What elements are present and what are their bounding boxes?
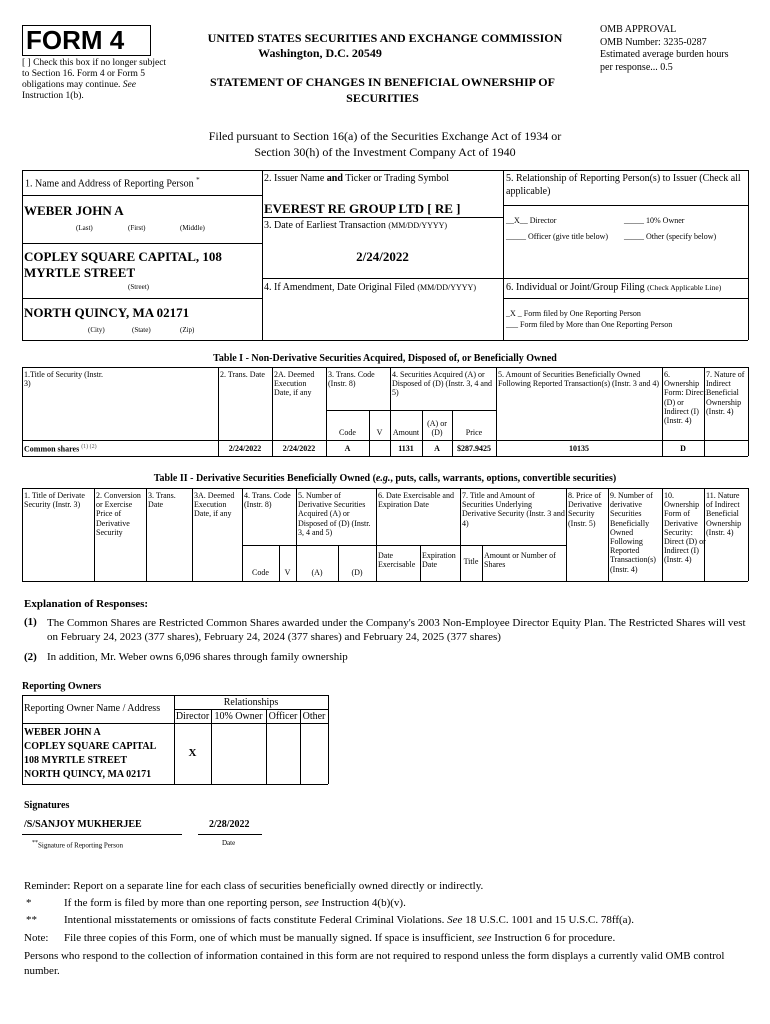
signature-label [32, 840, 123, 849]
owners-row-line3: 108 MYRTLE STREET [24, 755, 128, 766]
table1-title: Table I - Non-Derivative Securities Acquired, Disposed of, or Beneficially Owned [213, 353, 557, 364]
omb-approval: OMB APPROVAL [600, 24, 677, 35]
explanation-1-num: (1) [24, 616, 37, 628]
t1-row-title [24, 444, 97, 454]
check-box-instr: Instruction 1(b). [22, 90, 84, 101]
owners-row-name [24, 726, 156, 782]
t1-row-amount: 1131 [398, 444, 414, 453]
box2-label-a: 2. Issuer Name [264, 173, 325, 184]
box2-label [264, 173, 449, 184]
footer-star-see: see [304, 897, 319, 909]
box6-label-small: (Check Applicable Line) [647, 283, 722, 292]
address-line-2: MYRTLE STREET [24, 265, 136, 280]
footer-note-see: see [477, 932, 492, 944]
t2-h-deemed-date: 3A. Deemed Execution Date, if any [194, 491, 235, 519]
box5-label: 5. Relationship of Reporting Person(s) to Issuer (Check all applicable) [506, 173, 741, 197]
footer-dstar-see: See [447, 914, 463, 926]
t2-sub-amount: Amount or Number of Shares [484, 551, 556, 570]
explanation-heading: Explanation of Responses: [24, 598, 149, 610]
footer-persons: Persons who respond to the collection of information contained in this form are not required to respond unless the form displays a currently valid OMB control number. [24, 950, 725, 977]
signature-date-label: Date [222, 839, 236, 847]
relationship-ten-pct-owner[interactable]: _____ 10% Owner [624, 216, 685, 225]
t2-sub-expiration: Expiration Date [422, 551, 456, 570]
explanation-2-num: (2) [24, 651, 37, 663]
t2-sub-date-exercisable: Date Exercisable [378, 551, 416, 570]
relationship-director[interactable]: __X__ Director [506, 216, 557, 225]
t1-h-title: 1.Title of Security (Instr. 3) [24, 370, 104, 389]
t1-row-trans-date: 2/24/2022 [228, 444, 262, 453]
t1-row-deemed-date: 2/24/2022 [282, 444, 316, 453]
t1-h-securities: 4. Securities Acquired (A) or Disposed of (D) (Instr. 3, 4 and 5) [392, 370, 492, 398]
footer-reminder: Reminder: Report on a separate line for each class of securities beneficially owned directly or indirectly. [24, 880, 484, 892]
t2-h-conversion: 2. Conversion or Exercise Price of Derivative Security [96, 491, 141, 537]
filing-more-persons[interactable]: ___ Form filed by More than One Reporting Person [506, 320, 673, 329]
t2-h-price: 8. Price of Derivative Security (Instr. 5) [568, 491, 602, 528]
issuer-name: EVEREST RE GROUP LTD [ RE ] [264, 201, 461, 216]
t1-h-trans-code: 3. Trans. Code (Instr. 8) [328, 370, 375, 389]
box2-label-and: and [326, 173, 343, 184]
signature-name: /S/SANJOY MUKHERJEE [24, 819, 142, 830]
footer-dstar-text [64, 914, 634, 926]
owners-row-line1: WEBER JOHN A [24, 727, 101, 738]
omb-box [600, 24, 760, 74]
footer-note-text [64, 932, 615, 944]
owners-col-name: Reporting Owner Name / Address [24, 703, 161, 714]
table2-title [22, 473, 748, 484]
owners-row-director: X [188, 747, 197, 759]
relationship-other[interactable]: _____ Other (specify below) [624, 232, 717, 241]
t2-h-trans-code: 4. Trans. Code (Instr. 8) [244, 491, 291, 510]
t1-h-ownership-form: 6. Ownership Form: Direct (D) or Indirect (I) (Instr. 4) [664, 370, 706, 425]
omb-number: OMB Number: 3235-0287 [600, 36, 707, 48]
t1-sub-v: V [376, 428, 383, 437]
t2-h-nature: 11. Nature of Indirect Beneficial Ownership (Instr. 4) [706, 491, 742, 537]
owners-row-line4: NORTH QUINCY, MA 02171 [24, 769, 152, 780]
agency-title: UNITED STATES SECURITIES AND EXCHANGE COMMISSION [207, 31, 563, 45]
owners-heading: Reporting Owners [22, 681, 102, 692]
t1-sub-a-or-d: (A) or (D) [427, 419, 447, 438]
owners-col-ten-pct: 10% Owner [214, 711, 263, 722]
t1-sub-price: Price [465, 428, 483, 437]
box3-label-fmt: (MM/DD/YYYY) [388, 221, 448, 230]
reporting-person-name: WEBER JOHN A [24, 203, 124, 218]
box1-label [25, 176, 200, 189]
box3-label-text: 3. Date of Earliest Transaction [264, 220, 386, 231]
footer-note-text-b: Instruction 6 for procedure. [494, 932, 616, 944]
filing-one-person[interactable]: _X _ Form filed by One Reporting Person [506, 309, 641, 318]
agency-location: Washington, D.C. 20549 [258, 46, 382, 60]
t2-sub-code: Code [252, 568, 269, 577]
footer-star-text [64, 897, 406, 909]
name-last-label: (Last) [76, 224, 93, 232]
explanation-2-text: In addition, Mr. Weber owns 6,096 shares through family ownership [47, 651, 348, 663]
earliest-transaction-date: 2/24/2022 [356, 249, 409, 264]
t2-h-ownership-form: 10. Ownership Form of Derivative Security: Direct (D) or Indirect (I) (Instr. 4) [664, 491, 706, 565]
t1-sub-code: Code [339, 428, 356, 437]
footer-note-text-a: File three copies of this Form, one of which must be manually signed. If space is insufficient, [64, 932, 475, 944]
check-box-label: [ ] Check this box if no longer subject to Section 16. Form 4 or Form 5 obligations may continue. [22, 58, 167, 90]
signatures-heading: Signatures [24, 800, 70, 811]
explanation-1-text: The Common Shares are Restricted Common Shares awarded under the Company's 2003 Non-Employee Director Equity Plan. The Restricted Shares will vest on February 24, 2023 (377 shares), February 24, 2024 (377 shares) and February 24, 2025 (377 shares) [47, 617, 746, 644]
table2-title-b: , puts, calls, warrants, options, convertible securities) [390, 473, 617, 484]
name-first-label: (First) [128, 224, 146, 232]
t2-sub-title: Title [463, 557, 479, 566]
statement-title: STATEMENT OF CHANGES IN BENEFICIAL OWNERSHIP OF SECURITIES [210, 75, 555, 105]
t2-h-number-owned: 9. Number of derivative Securities Beneficially Owned Following Reported Transaction(s) (Instr. 4) [610, 491, 656, 574]
t1-row-ownership-form: D [680, 444, 686, 453]
box6-label [506, 282, 721, 293]
name-middle-label: (Middle) [180, 224, 205, 232]
box6-label-text: 6. Individual or Joint/Group Filing [506, 282, 645, 293]
box4-label [264, 282, 476, 293]
city-state-zip: NORTH QUINCY, MA 02171 [24, 305, 190, 320]
filed-pursuant-2: Section 30(h) of the Investment Company Act of 1940 [254, 145, 516, 159]
owners-col-director: Director [175, 711, 210, 722]
owners-col-officer: Officer [268, 711, 298, 722]
t2-h-number: 5. Number of Derivative Securities Acquired (A) or Disposed of (D) (Instr. 3, 4 and 5) [298, 491, 371, 537]
box2-label-b: Ticker or Trading Symbol [345, 173, 450, 184]
omb-burden: Estimated average burden hours per response... 0.5 [600, 49, 729, 73]
t1-row-title-text: Common shares [24, 444, 80, 454]
footer-star-text-a: If the form is filed by more than one reporting person, [64, 897, 302, 909]
check-box-see: See [122, 79, 136, 90]
owners-col-relationships: Relationships [223, 697, 279, 708]
signature-label-text: Signature of Reporting Person [38, 841, 123, 850]
box4-label-fmt: (MM/DD/YYYY) [417, 283, 476, 292]
t2-h-trans-date: 3. Trans. Date [148, 491, 176, 510]
form-title-box [22, 25, 151, 56]
table2-title-em: e.g. [375, 473, 391, 484]
signature-label-mark: ** [32, 840, 38, 846]
t1-row-owned-after: 10135 [569, 444, 589, 453]
signature-date: 2/28/2022 [209, 819, 250, 830]
t1-h-deemed-date: 2A. Deemed Execution Date, if any [274, 370, 315, 398]
t1-row-footnote[interactable]: (1) (2) [81, 444, 97, 450]
check-box-text[interactable] [22, 58, 167, 102]
t2-sub-d: (D) [351, 568, 363, 577]
t1-sub-amount: Amount [392, 428, 420, 437]
t2-sub-v: V [284, 568, 291, 577]
footer-dstar-text-b: 18 U.S.C. 1001 and 15 U.S.C. 78ff(a). [465, 914, 634, 926]
city-label: (City) [88, 326, 105, 334]
t2-sub-a: (A) [311, 568, 323, 577]
t1-row-a-or-d: A [434, 444, 440, 453]
t1-h-trans-date: 2. Trans. Date [220, 370, 265, 379]
t1-row-price: $287.9425 [457, 444, 491, 453]
box3-label [264, 220, 447, 231]
t2-h-title: 1. Title of Derivate Security (Instr. 3) [24, 491, 85, 510]
footer-dstar-mark: ** [26, 914, 37, 926]
t2-h-date-exercisable: 6. Date Exercisable and Expiration Date [378, 491, 454, 510]
box1-label-mark: * [196, 176, 200, 184]
box1-label-text: 1. Name and Address of Reporting Person [25, 178, 194, 190]
filed-pursuant-1: Filed pursuant to Section 16(a) of the Securities Exchange Act of 1934 or [208, 129, 562, 143]
relationship-officer[interactable]: _____ Officer (give title below) [506, 232, 609, 241]
footer-star-text-b: Instruction 4(b)(v). [321, 897, 406, 909]
t1-row-code: A [344, 444, 351, 453]
t1-h-amount-owned: 5. Amount of Securities Beneficially Owned Following Reported Transaction(s) (Instr. 3 and 4) [498, 370, 660, 389]
address-line-1: COPLEY SQUARE CAPITAL, 108 [24, 249, 222, 264]
footer-dstar-text-a: Intentional misstatements or omissions of facts constitute Federal Criminal Violations. [64, 914, 445, 926]
owners-row-line2: COPLEY SQUARE CAPITAL [24, 741, 157, 752]
zip-label: (Zip) [180, 326, 195, 334]
form-title: FORM 4 [26, 25, 125, 55]
t2-h-underlying: 7. Title and Amount of Securities Underlying Derivative Security (Instr. 3 and 4) [462, 491, 565, 528]
box4-label-text: 4. If Amendment, Date Original Filed [264, 282, 415, 293]
owners-col-other: Other [302, 711, 326, 722]
footer-star-mark: * [26, 897, 32, 909]
state-label: (State) [132, 326, 151, 334]
street-label: (Street) [128, 283, 149, 291]
table2-title-a: Table II - Derivative Securities Beneficially Owned ( [153, 473, 376, 484]
t1-h-nature: 7. Nature of Indirect Beneficial Ownership (Instr. 4) [706, 370, 745, 416]
footer-note-mark: Note: [24, 932, 49, 944]
